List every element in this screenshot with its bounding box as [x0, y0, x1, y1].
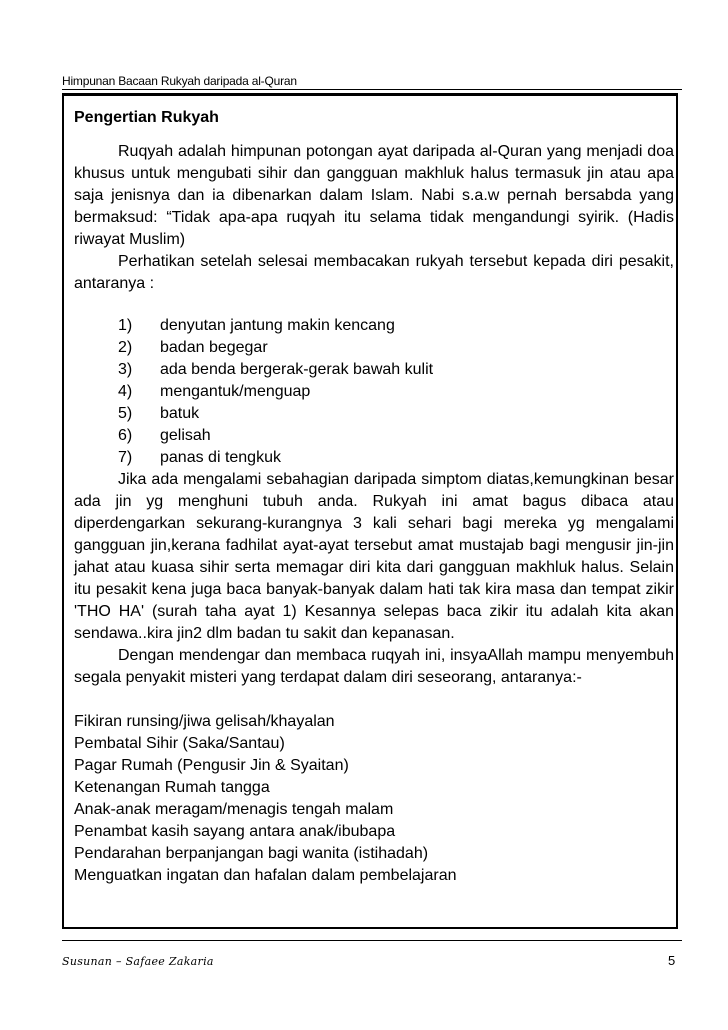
benefit-item: Fikiran runsing/jiwa gelisah/khayalan — [74, 713, 335, 730]
list-number: 6) — [118, 427, 133, 444]
benefit-item: Pendarahan berpanjangan bagi wanita (istihadah) — [74, 845, 429, 862]
benefit-item: Ketenangan Rumah tangga — [74, 779, 270, 796]
list-item — [74, 381, 674, 403]
list-item — [74, 403, 674, 425]
list-number: 1) — [118, 317, 133, 334]
running-header: Himpunan Bacaan Rukyah daripada al-Quran — [62, 74, 297, 88]
list-item — [74, 315, 674, 337]
list-number: 3) — [118, 361, 133, 378]
list-text: gelisah — [160, 427, 211, 444]
symptom-list — [74, 315, 674, 469]
paragraph-definition: Ruqyah adalah himpunan potongan ayat daripada al-Quran yang menjadi doa khusus untuk mengubati sihir dan gangguan makhluk halus termasuk jin atau apa saja jenisnya dan ia dibenarkan dalam Islam. Nabi s.a.w pernah bersabda yang bermaksud: “Tidak apa-apa ruqyah itu selama tidak mengandungi syirik. (Hadis riwayat Muslim) — [74, 143, 674, 248]
list-text: badan begegar — [160, 339, 268, 356]
section-title: Pengertian Rukyah — [74, 109, 219, 126]
list-item — [74, 337, 674, 359]
list-text: mengantuk/menguap — [160, 383, 311, 400]
footer-rule — [62, 940, 682, 941]
benefit-item: Pagar Rumah (Pengusir Jin & Syaitan) — [74, 757, 349, 774]
list-item — [74, 425, 674, 447]
list-text: batuk — [160, 405, 200, 422]
paragraph-benefits-intro: Dengan mendengar dan membaca ruqyah ini, insyaAllah mampu menyembuh segala penyakit misteri yang terdapat dalam diri seseorang, antaranya:- — [74, 647, 674, 686]
page-body — [74, 107, 674, 887]
benefit-item: Penambat kasih sayang antara anak/ibubapa — [74, 823, 396, 840]
list-text: panas di tengkuk — [160, 449, 281, 466]
list-text: denyutan jantung makin kencang — [160, 317, 395, 334]
list-number: 5) — [118, 405, 133, 422]
list-number: 7) — [118, 449, 133, 466]
list-number: 4) — [118, 383, 133, 400]
paragraph-observe: Perhatikan setelah selesai membacakan rukyah tersebut kepada diri pesakit, antaranya : — [74, 253, 674, 292]
list-item — [74, 447, 674, 469]
list-item — [74, 359, 674, 381]
page-number: 5 — [668, 953, 676, 968]
benefit-item: Pembatal Sihir (Saka/Santau) — [74, 735, 285, 752]
footer-author: Susunan – Safaee Zakaria — [62, 955, 214, 968]
list-text: ada benda bergerak-gerak bawah kulit — [160, 361, 434, 378]
benefit-list — [74, 711, 674, 887]
list-number: 2) — [118, 339, 133, 356]
paragraph-explanation: Jika ada mengalami sebahagian daripada simptom diatas,kemungkinan besar ada jin yg menghuni tubuh anda. Rukyah ini amat bagus dibaca atau diperdengarkan sekurang-kurangnya 3 kali sehari bagi mereka yg mengalami gangguan jin,kerana fadhilat ayat-ayat tersebut amat mustajab bagi mengusir jin-jin jahat atau kuasa sihir serta memagar diri kita dari gangguan makhluk halus. Selain itu pesakit kena juga baca banyak-banyak dalam hati tak kira masa dan tempat zikir 'THO HA' (surah taha ayat 1) Kesannya selepas baca zikir itu adalah kita akan sendawa..kira jin2 dlm badan tu sakit dan kepanasan. — [74, 471, 674, 642]
spacer — [74, 689, 674, 711]
header-rule — [62, 89, 682, 90]
benefit-item: Menguatkan ingatan dan hafalan dalam pembelajaran — [74, 867, 457, 884]
benefit-item: Anak-anak meragam/menagis tengah malam — [74, 801, 394, 818]
